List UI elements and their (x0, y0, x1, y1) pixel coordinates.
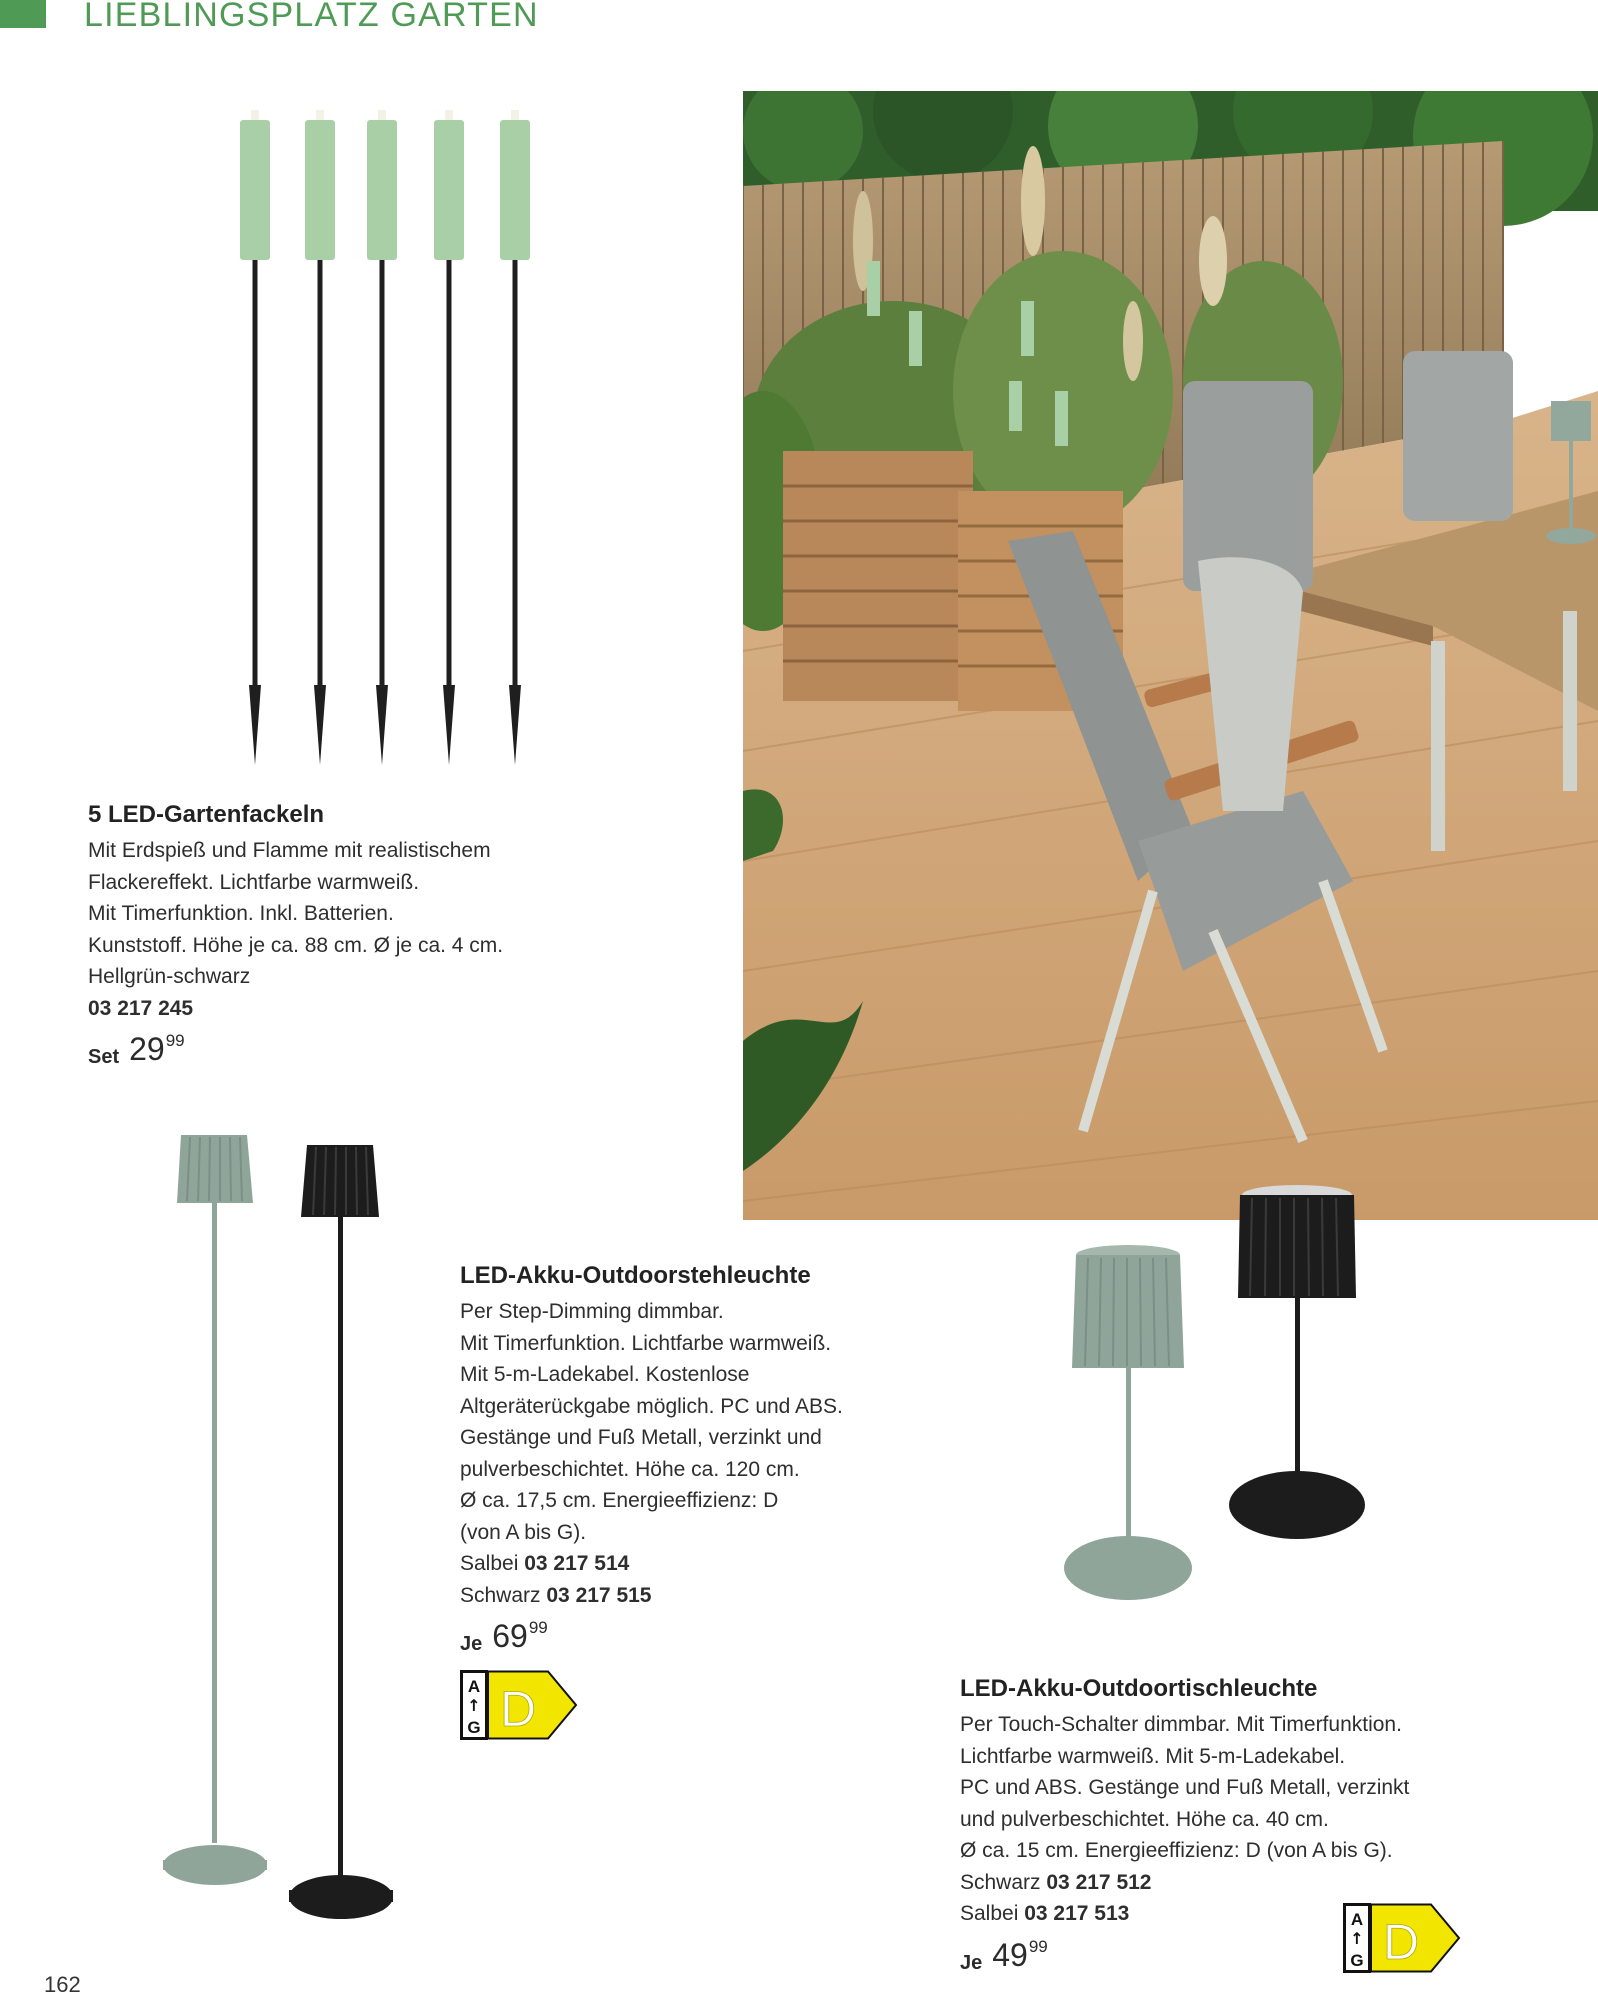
product-torches (88, 801, 608, 1069)
article-number: 03 217 514 (524, 1552, 630, 1575)
product-title: 5 LED-Gartenfackeln (88, 801, 325, 828)
product-description: Per Step-Dimming dimmbar. Mit Timerfunktion. Lichtfarbe warmweiß. Mit 5-m-Ladekabel. Kostenlose Altgeräterückgabe möglich. PC und ABS. Gestänge und Fuß Metall, verzinkt und pulverbeschichtet. Höhe ca. 120 cm. Ø ca. 17,5 cm. Energieeffizienz: D (von A bis G). Salbei 03 217 514 Schwarz 03 217 515 (460, 1296, 900, 1611)
article-number: 03 217 245 (88, 996, 194, 1020)
price-main: 29 (129, 1031, 165, 1067)
page-title: LIEBLINGSPLATZ GARTEN (84, 0, 539, 34)
svg-text:↑: ↑ (467, 1696, 481, 1715)
energy-scale-top: A (1350, 1910, 1364, 1929)
product-description: Per Touch-Schalter dimmbar. Mit Timerfunktion. Lichtfarbe warmweiß. Mit 5-m-Ladekabel. PC und ABS. Gestänge und Fuß Metall, verzinkt und pulverbeschichtet. Höhe ca. 40 cm. Ø ca. 15 cm. Energieeffizienz: D (von A bis G). Schwarz 03 217 512 Salbei 03 217 513 (960, 1709, 1480, 1930)
svg-text:↑: ↑ (1350, 1929, 1364, 1948)
torch-4 (434, 110, 464, 765)
variant-line: Salbei 03 217 514 (460, 1552, 630, 1575)
variant-line: Schwarz 03 217 515 (460, 1583, 652, 1607)
article-number: 03 217 513 (1024, 1902, 1130, 1925)
product-floor-lamp (460, 1262, 900, 1740)
energy-scale-bottom: G (467, 1718, 481, 1737)
energy-class: D (499, 1681, 537, 1737)
price-cents: 99 (528, 1618, 548, 1637)
garden-scene-photo (743, 91, 1598, 1220)
variant-line: Schwarz 03 217 512 (960, 1870, 1152, 1894)
variant-line: Salbei 03 217 513 (960, 1902, 1130, 1925)
price-cents: 99 (165, 1031, 185, 1050)
price-cents: 99 (1028, 1936, 1048, 1956)
price-main: 49 (992, 1936, 1028, 1973)
price (88, 1032, 608, 1069)
torch-2 (305, 110, 335, 765)
product-title: LED-Akku-Outdoortischleuchte (960, 1675, 1318, 1702)
energy-scale-top: A (467, 1677, 481, 1696)
article-number: 03 217 512 (1046, 1870, 1152, 1894)
energy-label (460, 1670, 578, 1740)
table-lamps-image (1060, 1180, 1380, 1630)
article-number: 03 217 515 (546, 1583, 652, 1607)
price (460, 1619, 900, 1656)
floor-lamps-image (155, 1125, 415, 1930)
product-title: LED-Akku-Outdoorstehleuchte (460, 1262, 811, 1289)
torch-1 (240, 110, 270, 765)
price-prefix: Je (960, 1951, 983, 1974)
garden-torches-image (225, 105, 555, 770)
price-prefix: Set (88, 1046, 120, 1068)
torch-5 (500, 110, 530, 765)
energy-class: D (1382, 1914, 1420, 1970)
price-main: 69 (492, 1618, 528, 1654)
header-accent-tab (0, 0, 46, 28)
energy-label (1343, 1903, 1461, 1973)
torch-3 (367, 110, 397, 765)
price-prefix: Je (460, 1633, 483, 1655)
page-number: 162 (44, 1972, 81, 1997)
energy-scale-bottom: G (1350, 1951, 1364, 1970)
product-description: Mit Erdspieß und Flamme mit realistischem Flackereffekt. Lichtfarbe warmweiß. Mit Timerfunktion. Inkl. Batterien. Kunststoff. Höhe je ca. 88 cm. Ø je ca. 4 cm. Hellgrün-schwarz 03 217 245 (88, 835, 608, 1024)
